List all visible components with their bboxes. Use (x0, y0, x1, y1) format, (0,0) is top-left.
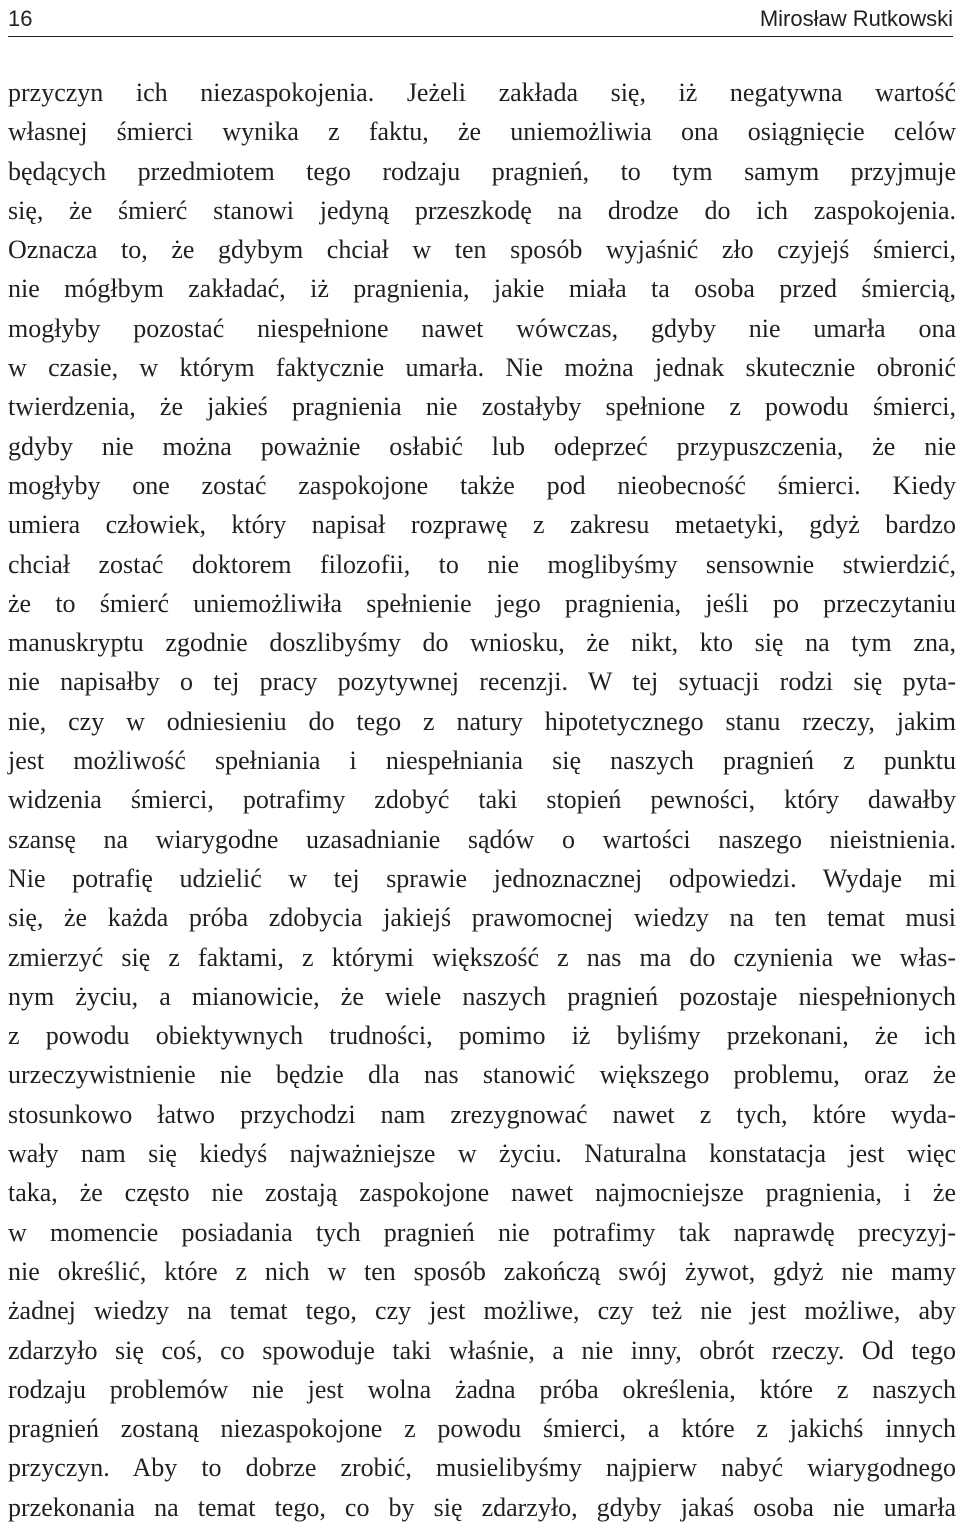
text-line: w momencie posiadania tych pragnień nie potrafimy tak naprawdę precyzyj- (8, 1217, 956, 1247)
text-line: własnej śmierci wynika z faktu, że uniemożliwia ona osiągnięcie celów (8, 117, 956, 147)
text-line: się, że śmierć stanowi jedyną przeszkodę na drodze do ich zaspokojenia. (8, 195, 956, 225)
text-line: mogłyby one zostać zaspokojone także pod nieobecność śmierci. Kiedy (8, 470, 956, 500)
text-line: będących przedmiotem tego rodzaju pragnień, to tym samym przyjmuje (8, 156, 956, 186)
text-line: Nie potrafię udzielić w tej sprawie jednoznacznej odpowiedzi. Wydaje mi (8, 863, 956, 893)
running-head-author: Mirosław Rutkowski (759, 6, 953, 31)
text-line: w czasie, w którym faktycznie umarła. Nie można jednak skutecznie obronić (8, 353, 956, 383)
text-line: gdyby nie można poważnie osłabić lub odeprzeć przypuszczenia, że nie (8, 431, 956, 461)
page-header (8, 4, 953, 37)
text-line: manuskryptu zgodnie doszlibyśmy do wniosku, że nikt, kto się na tym zna, (8, 628, 956, 658)
text-line: nym życiu, a mianowicie, że wiele naszych pragnień pozostaje niespełnionych (8, 981, 956, 1011)
text-line: chciał zostać doktorem filozofii, to nie moglibyśmy sensownie stwierdzić, (8, 549, 956, 579)
text-line: pragnień zostaną niezaspokojone z powodu śmierci, a które z jakichś innych (8, 1414, 956, 1444)
text-line: jest możliwość spełniania i niespełniania się naszych pragnień z punktu (8, 746, 956, 776)
text-line: twierdzenia, że jakieś pragnienia nie zostałyby spełnione z powodu śmierci, (8, 392, 956, 422)
text-line: umiera człowiek, który napisał rozprawę z zakresu metaetyki, gdyż bardzo (8, 510, 956, 540)
text-line: stosunkowo łatwo przychodzi nam zrezygnować nawet z tych, które wyda- (8, 1099, 956, 1129)
text-line: się, że każda próba zdobycia jakiejś prawomocnej wiedzy na ten temat musi (8, 903, 956, 933)
text-line: że to śmierć uniemożliwiła spełnienie jego pragnienia, jeśli po przeczytaniu (8, 588, 956, 618)
text-line: widzenia śmierci, potrafimy zdobyć taki stopień pewności, który dawałby (8, 785, 956, 815)
text-line: szansę na wiarygodne uzasadnianie sądów o wartości naszego nieistnienia. (8, 824, 956, 854)
text-line: nie mógłbym zakładać, iż pragnienia, jakie miała ta osoba przed śmiercią, (8, 274, 956, 304)
text-line: żadnej wiedzy na temat tego, czy jest możliwe, czy też nie jest możliwe, aby (8, 1296, 956, 1326)
text-line: przekonania na temat tego, co by się zdarzyło, gdyby jakaś osoba nie umarła (8, 1492, 956, 1522)
text-line: przyczyn ich niezaspokojenia. Jeżeli zakłada się, iż negatywna wartość (8, 78, 956, 107)
text-line: rodzaju problemów nie jest wolna żadna próba określenia, które z naszych (8, 1374, 956, 1404)
text-line: przyczyn. Aby to dobrze zrobić, musielibyśmy najpierw nabyć wiarygodnego (8, 1453, 956, 1483)
text-line: zdarzyło się coś, co spowoduje taki właśnie, a nie inny, obrót rzeczy. Od tego (8, 1335, 956, 1365)
text-line: urzeczywistnienie nie będzie dla nas stanowić większego problemu, oraz że (8, 1060, 956, 1090)
text-line: taka, że często nie zostają zaspokojone nawet najmocniejsze pragnienia, i że (8, 1178, 956, 1208)
text-line: wały nam się kiedyś najważniejsze w życiu. Naturalna konstatacja jest więc (8, 1139, 956, 1169)
body-paragraph (8, 73, 956, 1527)
text-line: zmierzyć się z faktami, z którymi większość z nas ma do czynienia we włas- (8, 942, 956, 972)
text-line: nie, czy w odniesieniu do tego z natury hipotetycznego stanu rzeczy, jakim (8, 706, 956, 736)
page-number: 16 (8, 6, 33, 31)
text-line: Oznacza to, że gdybym chciał w ten sposób wyjaśnić zło czyjejś śmierci, (8, 235, 956, 265)
text-line: z powodu obiektywnych trudności, pomimo iż byliśmy przekonani, że ich (8, 1021, 956, 1051)
text-line: mogłyby pozostać niespełnione nawet wówczas, gdyby nie umarła ona (8, 313, 956, 343)
text-line: nie napisałby o tej pracy pozytywnej recenzji. W tej sytuacji rodzi się pyta- (8, 667, 956, 697)
text-line: nie określić, które z nich w ten sposób zakończą swój żywot, gdyż nie mamy (8, 1256, 956, 1286)
